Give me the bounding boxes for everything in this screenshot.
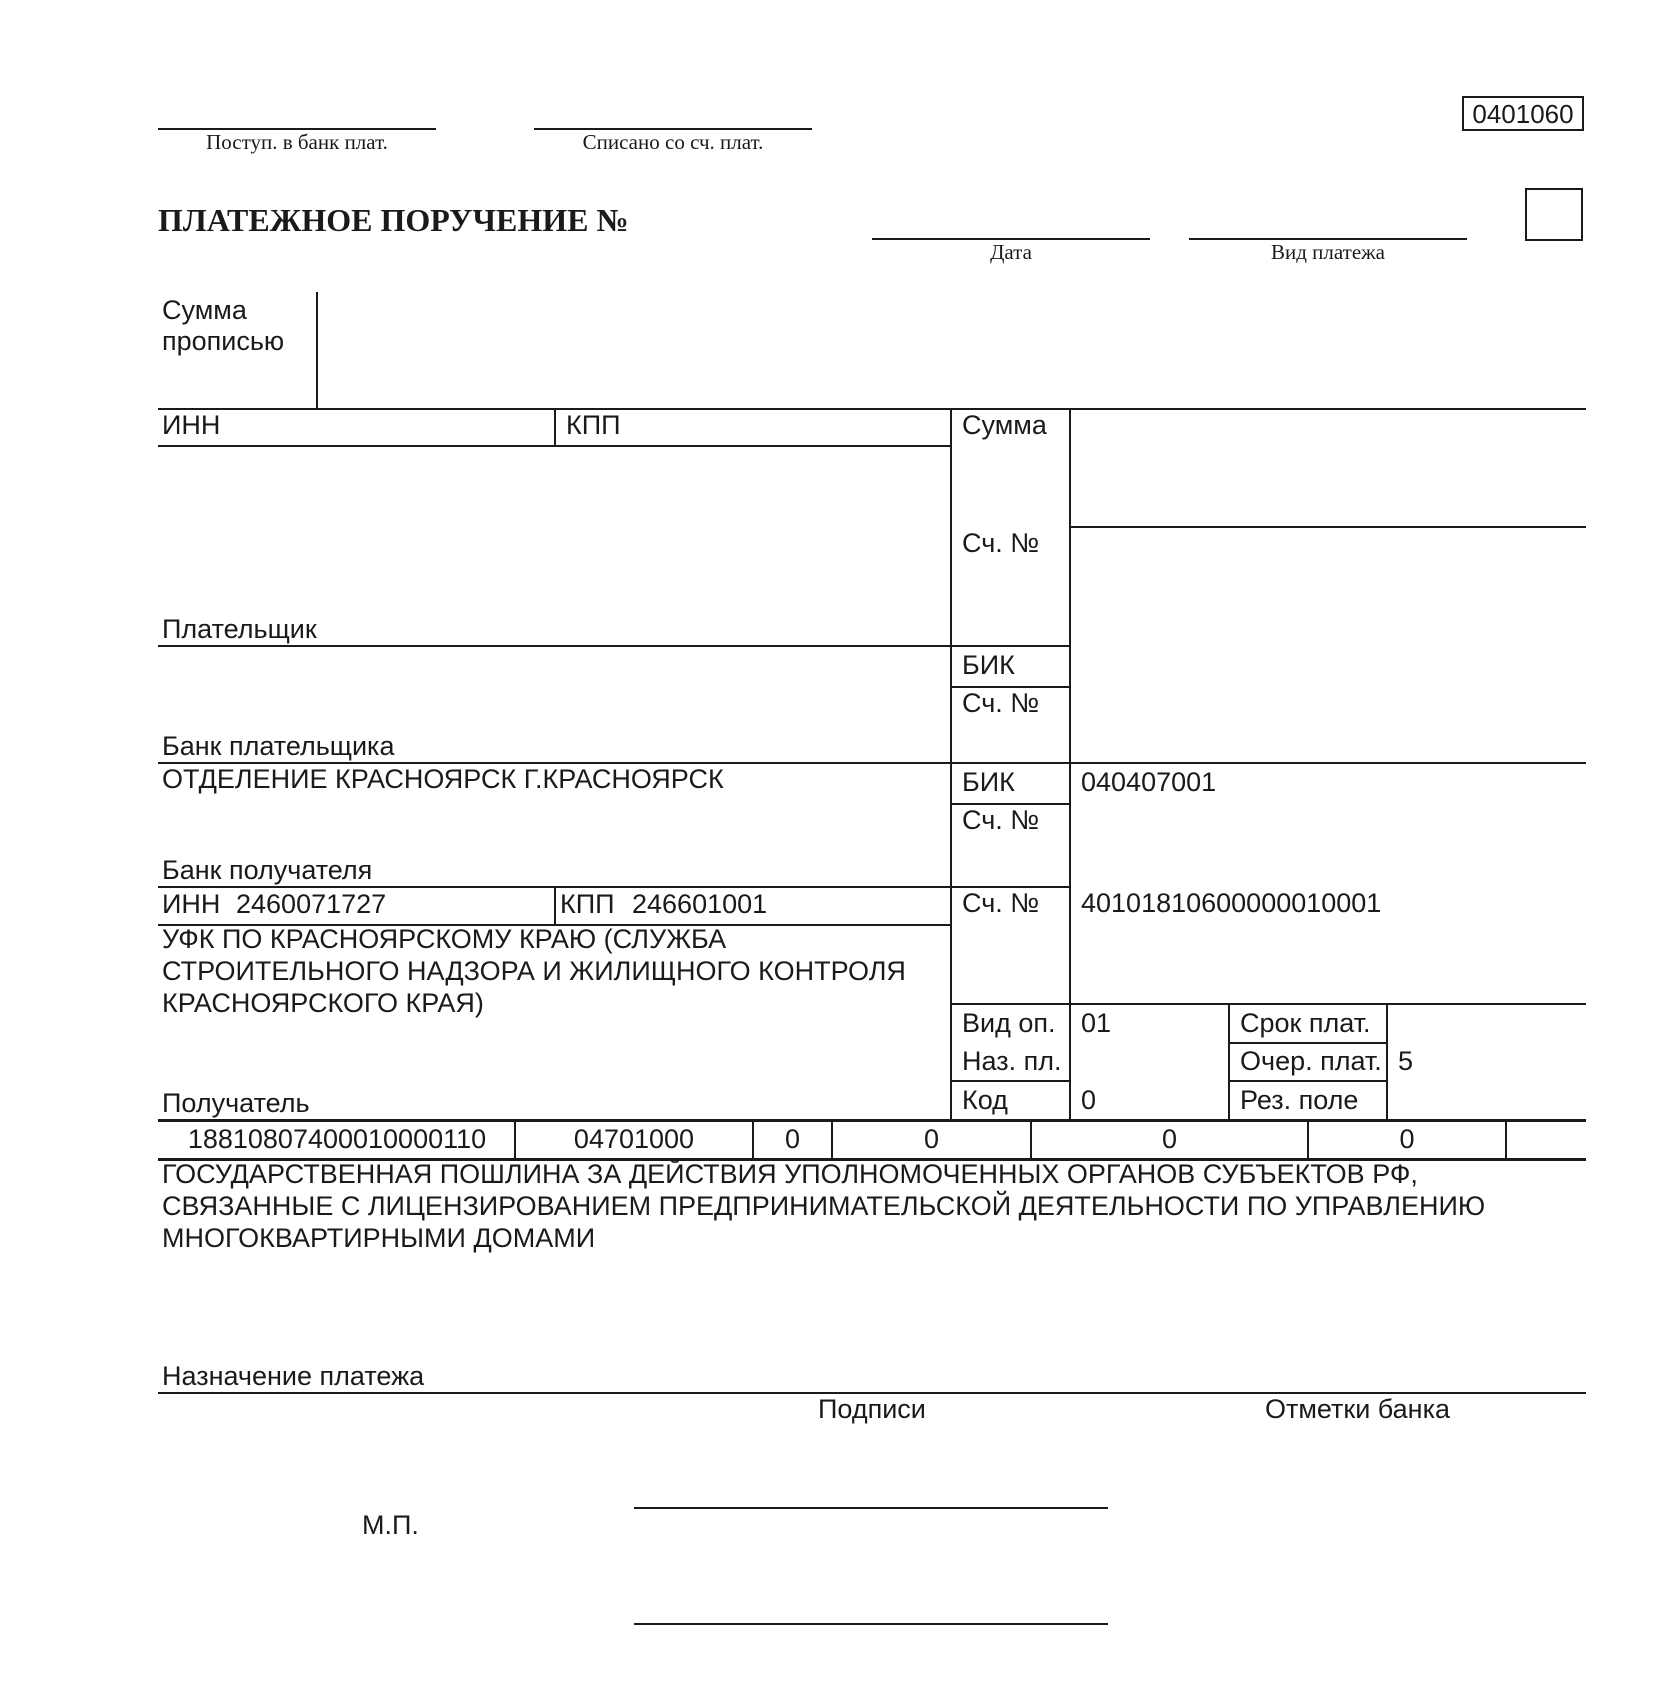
signature-line-2[interactable]: [634, 1623, 1108, 1625]
sum-label: Сумма: [962, 410, 1047, 440]
grid-vline-op-2: [1386, 1003, 1388, 1119]
grid-line-kod-top: [950, 1080, 1070, 1082]
grid-line-rez-top: [1228, 1080, 1386, 1082]
payment-type-label: Вид платежа: [1270, 240, 1385, 264]
debited-label: Списано со сч. плат.: [582, 130, 764, 154]
received-label: Поступ. в банк плат.: [206, 130, 388, 154]
page-title: ПЛАТЕЖНОЕ ПОРУЧЕНИЕ №: [158, 202, 629, 238]
amount-words-divider: [316, 292, 318, 408]
grid-vline-op-1: [1228, 1003, 1230, 1119]
recipient-kpp: 246601001: [632, 889, 768, 919]
budget-kbk: 18810807400010000110: [187, 1124, 487, 1154]
grid-line-op: [950, 1003, 1586, 1005]
purpose-line-2: СВЯЗАННЫЕ С ЛИЦЕНЗИРОВАНИЕМ ПРЕДПРИНИМАТЕЛЬСКОЙ ДЕЯТЕЛЬНОСТИ ПО УПРАВЛЕНИЮ: [162, 1191, 1486, 1221]
amount-words-label-2: прописью: [162, 326, 285, 356]
recipient-name-line-1: УФК ПО КРАСНОЯРСКОМУ КРАЮ (СЛУЖБА: [162, 924, 727, 954]
rec-bank-account-label: Сч. №: [962, 805, 1040, 835]
recipient-bik: 040407001: [1081, 767, 1217, 797]
grid-vline-mid: [950, 408, 952, 1119]
payer-label: Плательщик: [162, 614, 317, 644]
recipient-kpp-label: КПП: [560, 889, 615, 919]
grid-vline-kpp: [554, 408, 556, 445]
grid-line-budget-top: [158, 1119, 1586, 1122]
budget-doc-number: 0: [1161, 1124, 1178, 1154]
budget-vline-6: [1505, 1119, 1507, 1158]
srok-label: Срок плат.: [1240, 1008, 1371, 1038]
payer-kpp-label: КПП: [566, 410, 621, 440]
bank-marks-label: Отметки банка: [1265, 1394, 1451, 1424]
payer-bik-label: БИК: [962, 650, 1015, 680]
amount-words-label-1: Сумма: [162, 295, 247, 325]
recipient-name-line-3: КРАСНОЯРСКОГО КРАЯ): [162, 988, 484, 1018]
recipient-bank-label: Банк получателя: [162, 855, 373, 885]
status-code-box[interactable]: [1525, 188, 1583, 241]
budget-oktmo: 04701000: [573, 1124, 695, 1154]
grid-line-ocher-top: [1228, 1042, 1386, 1044]
ocher-label: Очер. плат.: [1240, 1046, 1382, 1076]
rec-account-label: Сч. №: [962, 888, 1040, 918]
budget-basis: 0: [784, 1124, 801, 1154]
grid-line-payer: [158, 645, 1070, 647]
vid-op-value: 01: [1081, 1008, 1112, 1038]
stamp-label: М.П.: [362, 1510, 419, 1540]
recipient-account: 40101810600000010001: [1081, 888, 1382, 918]
ocher-value: 5: [1398, 1046, 1414, 1076]
form-code: 0401060: [1472, 99, 1574, 129]
payer-account-label: Сч. №: [962, 528, 1040, 558]
recipient-bank-name: ОТДЕЛЕНИЕ КРАСНОЯРСК Г.КРАСНОЯРСК: [162, 764, 724, 794]
recipient-inn: 2460071727: [236, 889, 387, 919]
signature-line-1[interactable]: [634, 1507, 1108, 1509]
payer-bank-label: Банк плательщика: [162, 731, 395, 761]
purpose-label: Назначение платежа: [162, 1361, 425, 1391]
grid-vline-rec-kpp: [554, 886, 556, 924]
budget-doc-date: 0: [1399, 1124, 1415, 1154]
purpose-line-3: МНОГОКВАРТИРНЫМИ ДОМАМИ: [162, 1223, 596, 1253]
grid-line-sum: [1070, 526, 1586, 528]
purpose-line-1: ГОСУДАРСТВЕННАЯ ПОШЛИНА ЗА ДЕЙСТВИЯ УПОЛНОМОЧЕННЫХ ОРГАНОВ СУБЪЕКТОВ РФ,: [162, 1159, 1418, 1189]
signatures-label: Подписи: [818, 1394, 926, 1424]
rec-bik-label: БИК: [962, 767, 1015, 797]
naz-pl-label: Наз. пл.: [962, 1046, 1062, 1076]
date-label: Дата: [990, 240, 1032, 264]
grid-vline-right: [1069, 408, 1071, 1119]
grid-line-rec-bank: [158, 886, 1070, 888]
grid-line-inn: [158, 445, 950, 447]
vid-op-label: Вид оп.: [962, 1008, 1056, 1038]
recipient-inn-label: ИНН: [162, 889, 221, 919]
payer-bank-account-label: Сч. №: [962, 688, 1040, 718]
recipient-name-line-2: СТРОИТЕЛЬНОГО НАДЗОРА И ЖИЛИЩНОГО КОНТРОЛЯ: [162, 956, 906, 986]
kod-label: Код: [962, 1085, 1008, 1115]
recipient-label: Получатель: [162, 1088, 310, 1118]
kod-value: 0: [1081, 1085, 1097, 1115]
budget-period: 0: [923, 1124, 940, 1154]
payer-inn-label: ИНН: [162, 410, 221, 440]
grid-line-top: [158, 408, 1586, 410]
rez-label: Рез. поле: [1240, 1085, 1359, 1115]
form-code-box: [1462, 96, 1584, 131]
